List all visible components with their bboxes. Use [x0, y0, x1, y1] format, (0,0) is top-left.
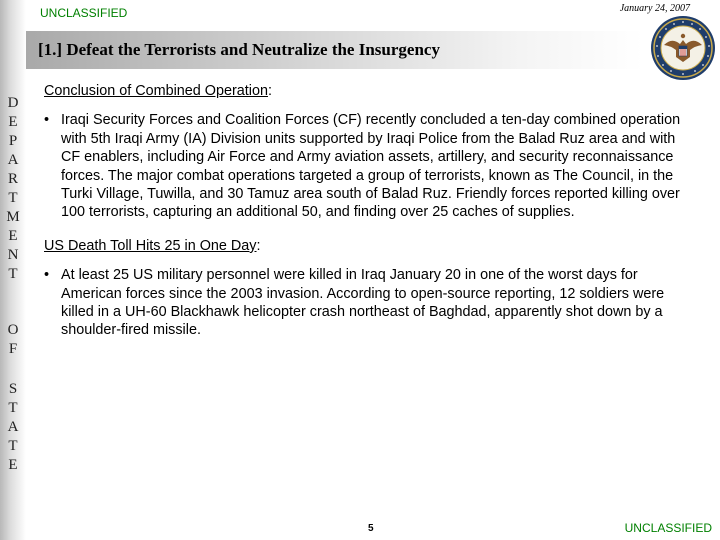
section-heading [44, 237, 694, 255]
sidebar-letter: A [7, 152, 19, 168]
sidebar-letter: E [8, 114, 18, 130]
header-band [26, 0, 720, 30]
department-of-state-seal-icon [650, 15, 716, 81]
sidebar-letter: T [8, 190, 18, 206]
sidebar-band [0, 0, 26, 540]
sidebar-letter: P [8, 133, 18, 149]
section-heading-text: Conclusion of Combined Operation [44, 83, 268, 99]
sidebar-letter: N [7, 247, 19, 263]
page-number: 5 [368, 523, 374, 534]
sidebar-letter: D [7, 95, 19, 111]
sidebar-letter: E [8, 457, 18, 473]
section-heading-suffix: : [256, 237, 261, 254]
sidebar-letter: E [8, 228, 18, 244]
sidebar-word-of [0, 321, 26, 359]
sidebar-letter: T [8, 400, 18, 416]
document-date: January 24, 2007 [619, 3, 690, 14]
main-content [44, 82, 694, 340]
sidebar-letter: T [8, 266, 18, 282]
sidebar-word-department [0, 94, 26, 284]
sidebar-letter: O [7, 322, 19, 338]
sidebar-letter: A [7, 419, 19, 435]
section-heading-suffix: : [267, 83, 272, 99]
section-combined-operation [44, 82, 694, 222]
page-title: [1.] Defeat the Terrorists and Neutralize the Insurgency [38, 40, 440, 59]
sidebar-word-state [0, 380, 26, 475]
classification-top: UNCLASSIFIED [40, 6, 128, 20]
sidebar-letter: M [6, 209, 20, 225]
bullet-item: • Iraqi Security Forces and Coalition Forces (CF) recently concluded a ten-day combined operation with 5th Iraqi Army (IA) Division units supported by Iraqi Police from the Balad Ruz area and with CF enablers, including Air Force and Army aviation assets, artillery, and security reconnaissance forces. The major combat operations targeted a group of terrorists, known as The Council, in the Turki Village, Tuwilla, and 30 Tamuz area south of Balad Ruz. Friendly forces reported killing over 100 terrorists, capturing an additional 50, and finding over 25 caches of supplies. [44, 111, 694, 221]
sidebar-letter: R [7, 171, 18, 187]
bullet-item: • At least 25 US military personnel were killed in Iraq January 20 in one of the worst days for American forces since the 2003 invasion. According to open-source reporting, 12 soldiers were killed in a UH-60 Blackhawk helicopter crash northeast of Baghdad, apparently shot down by a shoulder-fired missile. [44, 266, 694, 340]
section-heading-text: US Death Toll Hits 25 in One Day [44, 237, 257, 254]
sidebar-letter: T [8, 438, 18, 454]
sidebar-letter: F [8, 341, 18, 357]
section-heading [44, 82, 694, 100]
sidebar-letter: S [8, 381, 18, 397]
title-bar [26, 31, 644, 69]
classification-bottom: UNCLASSIFIED [624, 521, 712, 535]
section-us-death-toll [44, 237, 694, 340]
